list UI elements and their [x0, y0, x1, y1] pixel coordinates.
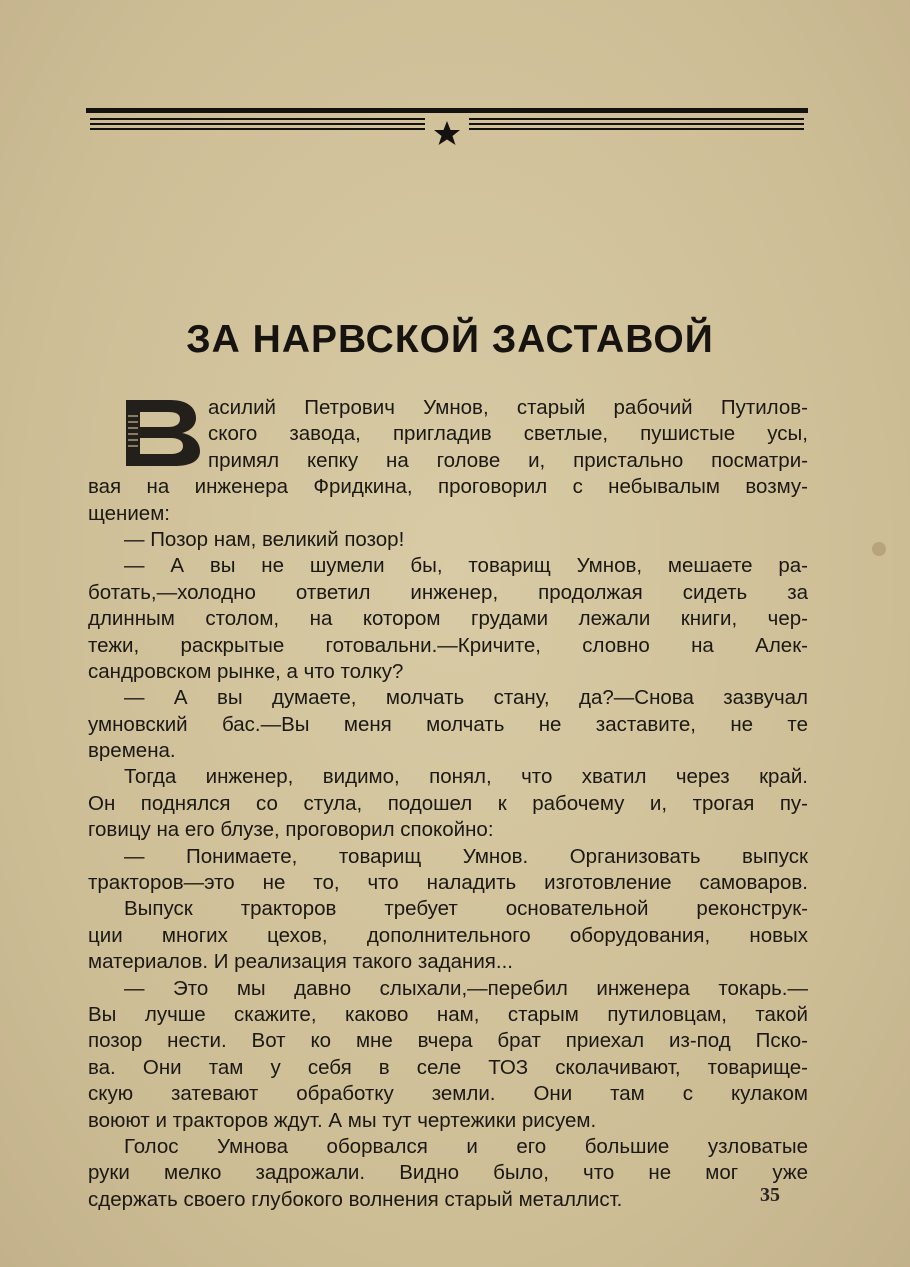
- text-line: — А вы не шумели бы, товарищ Умнов, мешаете ра-: [124, 554, 808, 578]
- chapter-title: ЗА НАРВСКОЙ ЗАСТАВОЙ: [186, 318, 714, 361]
- body-text: [88, 395, 808, 1213]
- text-line: длинным столом, на котором грудами лежали книги, чер-: [88, 607, 808, 631]
- text-line: ва. Они там у себя в селе ТОЗ сколачивают, товарище-: [88, 1055, 808, 1079]
- text-line: позор нести. Вот ко мне вчера брат приехал из-под Пско-: [88, 1029, 808, 1053]
- text-line: руки мелко задрожали. Видно было, что не мог уже: [88, 1161, 808, 1185]
- text-line: — Это мы давно слыхали,—перебил инженера токарь.—: [124, 976, 808, 1000]
- text-line: материалов. И реализация такого задания...: [88, 950, 513, 974]
- text-line: Голос Умнова оборвался и его большие узловатые: [124, 1134, 808, 1158]
- text-line: сдержать своего глубокого волнения старый металлист.: [88, 1187, 623, 1211]
- text-line: — А вы думаете, молчать стану, да?—Снова зазвучал: [124, 686, 808, 710]
- text-line: сандровском рынке, а что толку?: [88, 659, 404, 683]
- drop-cap-letter: В: [126, 383, 137, 400]
- text-line: щением:: [88, 501, 170, 525]
- text-line: примял кепку на голове и, пристально посматри-: [208, 448, 808, 472]
- text-line: умновский бас.—Вы меня молчать не заставите, не те: [88, 712, 808, 736]
- text-line: говицу на его блузе, проговорил спокойно:: [88, 818, 494, 842]
- text-line: Он поднялся со стула, подошел к рабочему и, трогая пу-: [88, 791, 808, 815]
- header-ornament: [86, 106, 808, 146]
- text-line: скую затевают обработку земли. Они там с кулаком: [88, 1082, 808, 1106]
- text-line: Выпуск тракторов требует основательной реконструк-: [124, 897, 808, 921]
- paper-stain: [872, 542, 886, 556]
- text-line: времена.: [88, 739, 176, 763]
- text-line: Вы лучше скажите, каково нам, старым путиловцам, такой: [88, 1002, 808, 1026]
- text-line: ботать,—холодно ответил инженер, продолжая сидеть за: [88, 580, 808, 604]
- text-line: тракторов—это не то, что наладить изготовление самоваров.: [88, 871, 808, 895]
- star-icon: [434, 121, 460, 145]
- text-line: — Понимаете, товарищ Умнов. Организовать выпуск: [124, 844, 808, 868]
- text-line: воюют и тракторов ждут. А мы тут чертежики рисуем.: [88, 1108, 597, 1132]
- text-line: тежи, раскрытые готовальни.—Кричите, словно на Алек-: [88, 633, 808, 657]
- text-line: — Позор нам, великий позор!: [124, 527, 405, 551]
- text-line: ского завода, пригладив светлые, пушистые усы,: [208, 422, 808, 446]
- text-line: Тогда инженер, видимо, понял, что хватил через край.: [124, 765, 808, 789]
- text-line: вая на инженера Фридкина, проговорил с небывалым возму-: [88, 475, 808, 499]
- text-line: ции многих цехов, дополнительного оборудования, новых: [88, 923, 808, 947]
- page-number: 35: [760, 1184, 780, 1206]
- text-line: асилий Петрович Умнов, старый рабочий Путилов-: [208, 396, 808, 419]
